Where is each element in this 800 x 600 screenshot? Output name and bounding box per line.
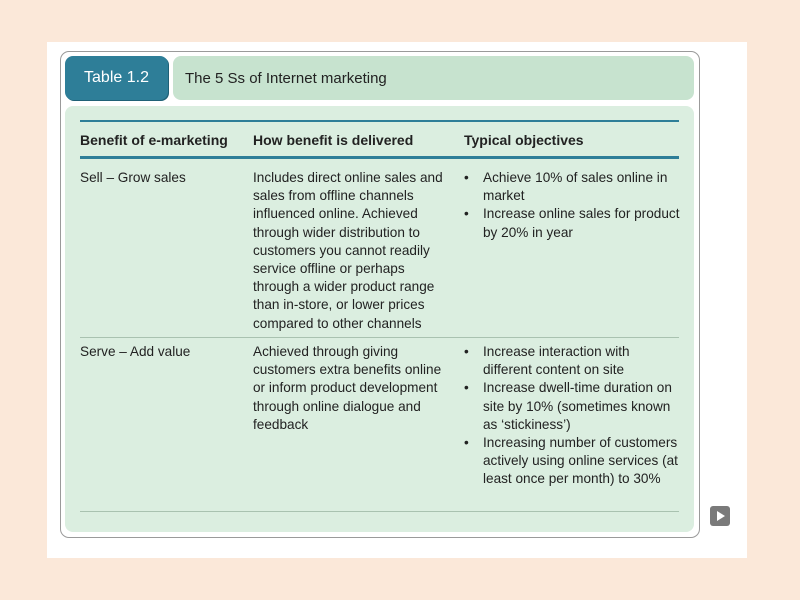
row2-objectives-list	[464, 343, 680, 489]
list-item: • Achieve 10% of sales online in market	[464, 169, 680, 205]
row1-objectives	[464, 169, 680, 242]
list-item: • Increasing number of customers actively using online services (at least once per month) to 30%	[464, 434, 680, 489]
table-caption	[173, 56, 694, 100]
table-caption-text: The 5 Ss of Internet marketing	[185, 69, 387, 87]
table-header-rule	[80, 156, 679, 159]
row1-benefit: Sell – Grow sales	[80, 170, 186, 185]
row1-objectives-list	[464, 169, 680, 242]
header-delivery: How benefit is delivered	[253, 132, 414, 148]
row1-delivery: Includes direct online sales and sales from offline channels influenced online. Achieved through wider distribution to customers you cannot readily service offline or perhaps through a wider product range than in-store, or lower prices compared to other channels	[253, 170, 443, 331]
play-icon[interactable]	[710, 506, 730, 526]
header-benefit: Benefit of e-marketing	[80, 132, 228, 148]
list-item: • Increase dwell-time duration on site by 10% (sometimes known as ‘stickiness’)	[464, 379, 680, 434]
row-divider	[80, 337, 679, 338]
header-objectives: Typical objectives	[464, 132, 584, 148]
row2-objectives	[464, 343, 680, 489]
list-item: • Increase online sales for product by 20% in year	[464, 205, 680, 241]
row2-delivery: Achieved through giving customers extra benefits online or inform product development through online dialogue and feedback	[253, 344, 442, 432]
table-number-label: Table 1.2	[65, 56, 168, 100]
table-bottom-rule	[80, 511, 679, 512]
list-item: • Increase interaction with different content on site	[464, 343, 680, 379]
row2-benefit: Serve – Add value	[80, 344, 191, 359]
table-top-rule	[80, 120, 679, 122]
